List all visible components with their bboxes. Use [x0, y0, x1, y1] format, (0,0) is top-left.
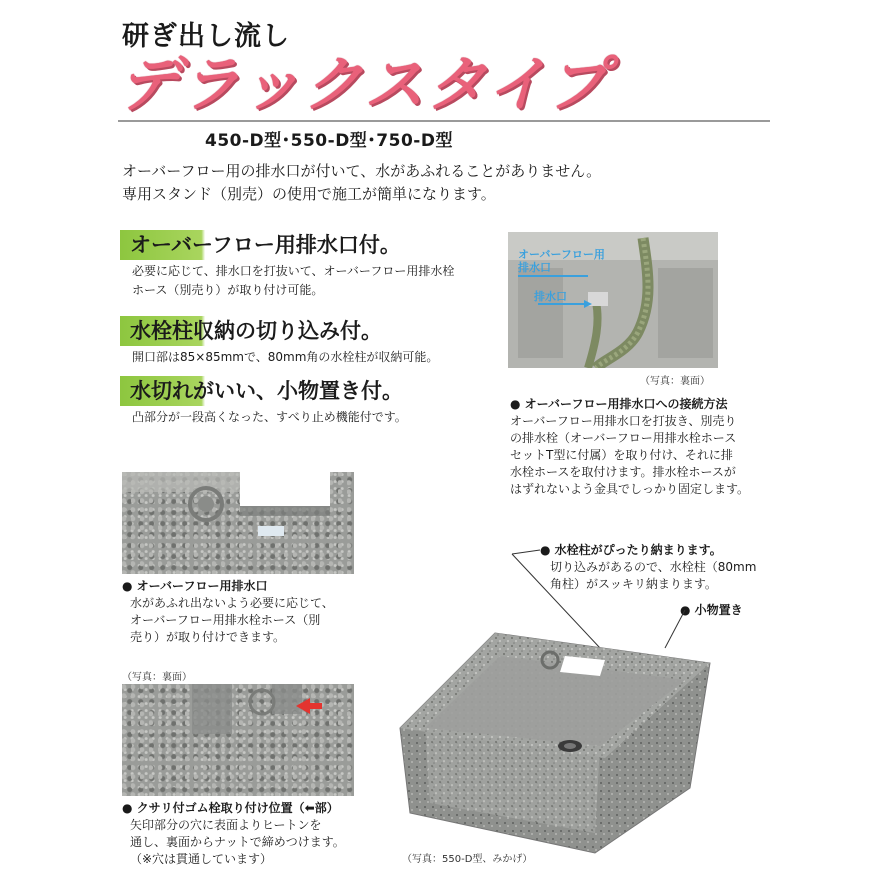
connection-method: ● オーバーフロー用排水口への接続方法 オーバーフロー用排水口を打抜き、別売り の排水栓（オーバーフロー用排水栓ホース セットT型に付属）を取り付け、それに排 水栓ホースを取付けます。排水栓ホースが はずれないよう金具でしっかり固定します。 [510, 396, 810, 498]
subtitle: 研ぎ出し流し [122, 21, 290, 52]
faucet-caption: ● 水栓柱がぴったり納まります。 切り込みがあるので、水栓柱（80mm 角柱）がスッキリ納まります。 [540, 542, 790, 593]
label-drain: 排水口 [534, 290, 567, 303]
title-divider [118, 120, 770, 122]
chain-caption: ● クサリ付ゴム栓取り付け位置（⬅部） 矢印部分の穴に表面よりヒートンを 通し、裏面からナットで締めつけます。 （※穴は貫通しています） [122, 800, 392, 868]
feature-title: 水切れがいい、小物置き付。 [120, 376, 490, 406]
overflow-drain-drawing [122, 462, 354, 574]
tray-label: ● 小物置き [680, 603, 743, 617]
photo-caption-back: （写真：裏面） [122, 672, 192, 683]
connection-heading: ● オーバーフロー用排水口への接続方法 [510, 397, 728, 411]
feature-tray [120, 376, 490, 427]
intro-line: オーバーフロー用の排水口が付いて、水があふれることがありません。 [122, 162, 602, 180]
feature-overflow [120, 230, 490, 300]
chain-caption-heading: ● クサリ付ゴム栓取り付け位置（⬅部） [122, 801, 339, 815]
intro-text [122, 160, 601, 206]
overflow-caption: ● オーバーフロー用排水口 水があふれ出ないよう必要に応じて、 オーバーフロー用排水栓ホース（別 売り）が取り付けできます。 [122, 578, 382, 646]
page-title: デラックスタイプ [118, 50, 610, 120]
model-list: 450-D型･550-D型･750-D型 [205, 131, 453, 151]
overflow-drain-photo [122, 462, 354, 574]
sink-photo-caption: （写真：550-D型、みかげ） [402, 854, 533, 865]
back-photo [122, 684, 354, 796]
feature-title: 水栓柱収納の切り込み付。 [120, 316, 490, 346]
label-overflow-drain: オーバーフロー用 排水口 [518, 248, 605, 274]
sink-photo [390, 628, 720, 858]
faucet-caption-heading: ● 水栓柱がぴったり納まります。 [540, 543, 722, 557]
feature-desc: 凸部分が一段高くなった、すべり止め機能付です。 [132, 410, 407, 424]
feature-faucet-notch [120, 316, 490, 367]
feature-title: オーバーフロー用排水口付。 [120, 230, 490, 260]
intro-line: 専用スタンド（別売）の使用で施工が簡単になります。 [122, 185, 496, 203]
photo-caption-underside: （写真：裏面） [640, 376, 710, 387]
feature-desc: 必要に応じて、排水口を打抜いて、オーバーフロー用排水栓 ホース（別売り）が取り付け可能。 [132, 264, 455, 297]
underside-photo [508, 232, 718, 368]
overflow-caption-heading: ● オーバーフロー用排水口 [122, 579, 268, 593]
back-photo-drawing [122, 684, 354, 796]
feature-desc: 開口部は85×85mmで、80mm角の水栓柱が収納可能。 [132, 350, 439, 364]
